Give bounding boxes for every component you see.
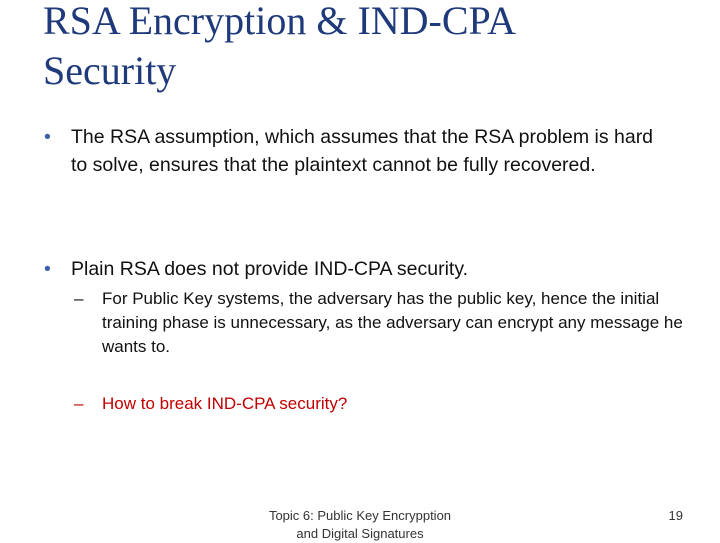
bullet-plain-rsa bbox=[44, 255, 654, 283]
bullet-marker: • bbox=[44, 258, 51, 280]
bullet-rsa-assumption bbox=[44, 123, 654, 179]
slide-title bbox=[43, 0, 683, 96]
sub-bullet-marker: – bbox=[74, 289, 84, 308]
sub-bullet-text: How to break IND-CPA security? bbox=[102, 394, 348, 413]
sub-bullet-public-key-systems bbox=[74, 287, 694, 359]
bullet-marker: • bbox=[44, 126, 51, 148]
sub-bullet-break-ind-cpa bbox=[74, 392, 694, 416]
slide-title-line-1: RSA Encryption & IND-CPA bbox=[43, 0, 517, 43]
bullet-text: The RSA assumption, which assumes that the RSA problem is hard to solve, ensures that the plaintext cannot be fully recovered. bbox=[71, 126, 654, 176]
sub-bullet-marker: – bbox=[74, 394, 84, 413]
page-number: 19 bbox=[668, 508, 683, 523]
slide-title-line-2: Security bbox=[43, 48, 177, 93]
footer-topic bbox=[240, 507, 480, 543]
footer-topic-line-1: Topic 6: Public Key Encrypption bbox=[268, 508, 452, 523]
bullet-text: Plain RSA does not provide IND-CPA security. bbox=[71, 258, 469, 280]
footer-topic-line-2: and Digital Signatures bbox=[296, 526, 424, 541]
sub-bullet-text: For Public Key systems, the adversary has the public key, hence the initial training phase is unnecessary, as the adversary can encrypt any message he wants to. bbox=[102, 289, 683, 356]
